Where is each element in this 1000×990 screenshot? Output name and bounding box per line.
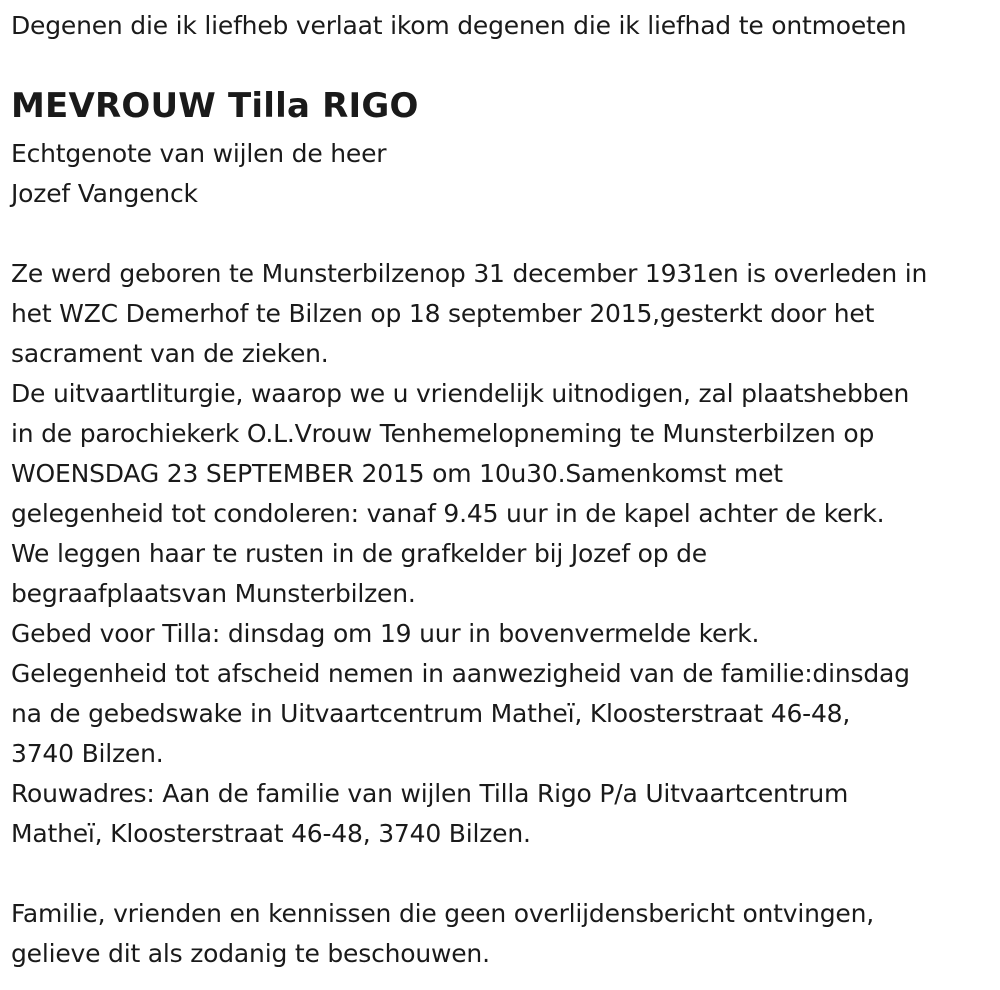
announcement-body <box>11 254 927 854</box>
body-line: na de gebedswake in Uitvaartcentrum Matheï, Kloosterstraat 46-48, <box>11 699 851 728</box>
spouse-line: Jozef Vangenck <box>11 179 198 208</box>
closing-note <box>11 894 874 974</box>
body-line: sacrament van de zieken. <box>11 339 329 368</box>
body-line: WOENSDAG 23 SEPTEMBER 2015 om 10u30.Samenkomst met <box>11 459 783 488</box>
body-line: Gebed voor Tilla: dinsdag om 19 uur in bovenvermelde kerk. <box>11 619 760 648</box>
body-line: 3740 Bilzen. <box>11 739 164 768</box>
closing-line: gelieve dit als zodanig te beschouwen. <box>11 939 490 968</box>
body-line: gelegenheid tot condoleren: vanaf 9.45 uur in de kapel achter de kerk. <box>11 499 885 528</box>
body-line: Rouwadres: Aan de familie van wijlen Tilla Rigo P/a Uitvaartcentrum <box>11 779 849 808</box>
spouse-block <box>11 134 386 214</box>
body-line: We leggen haar te rusten in de grafkelder bij Jozef op de <box>11 539 707 568</box>
deceased-name-heading: MEVROUW Tilla RIGO <box>11 86 419 126</box>
body-line: Matheï, Kloosterstraat 46-48, 3740 Bilzen. <box>11 819 531 848</box>
spouse-line: Echtgenote van wijlen de heer <box>11 139 387 168</box>
body-line: De uitvaartliturgie, waarop we u vriendelijk uitnodigen, zal plaatshebben <box>11 379 910 408</box>
body-line: begraafplaatsvan Munsterbilzen. <box>11 579 416 608</box>
body-line: het WZC Demerhof te Bilzen op 18 september 2015,gesterkt door het <box>11 299 875 328</box>
body-line: Gelegenheid tot afscheid nemen in aanwezigheid van de familie:dinsdag <box>11 659 910 688</box>
body-line: Ze werd geboren te Munsterbilzenop 31 december 1931en is overleden in <box>11 259 928 288</box>
motto-text: Degenen die ik liefheb verlaat ikom degenen die ik liefhad te ontmoeten <box>11 11 907 40</box>
body-line: in de parochiekerk O.L.Vrouw Tenhemelopneming te Munsterbilzen op <box>11 419 875 448</box>
closing-line: Familie, vrienden en kennissen die geen overlijdensbericht ontvingen, <box>11 899 875 928</box>
